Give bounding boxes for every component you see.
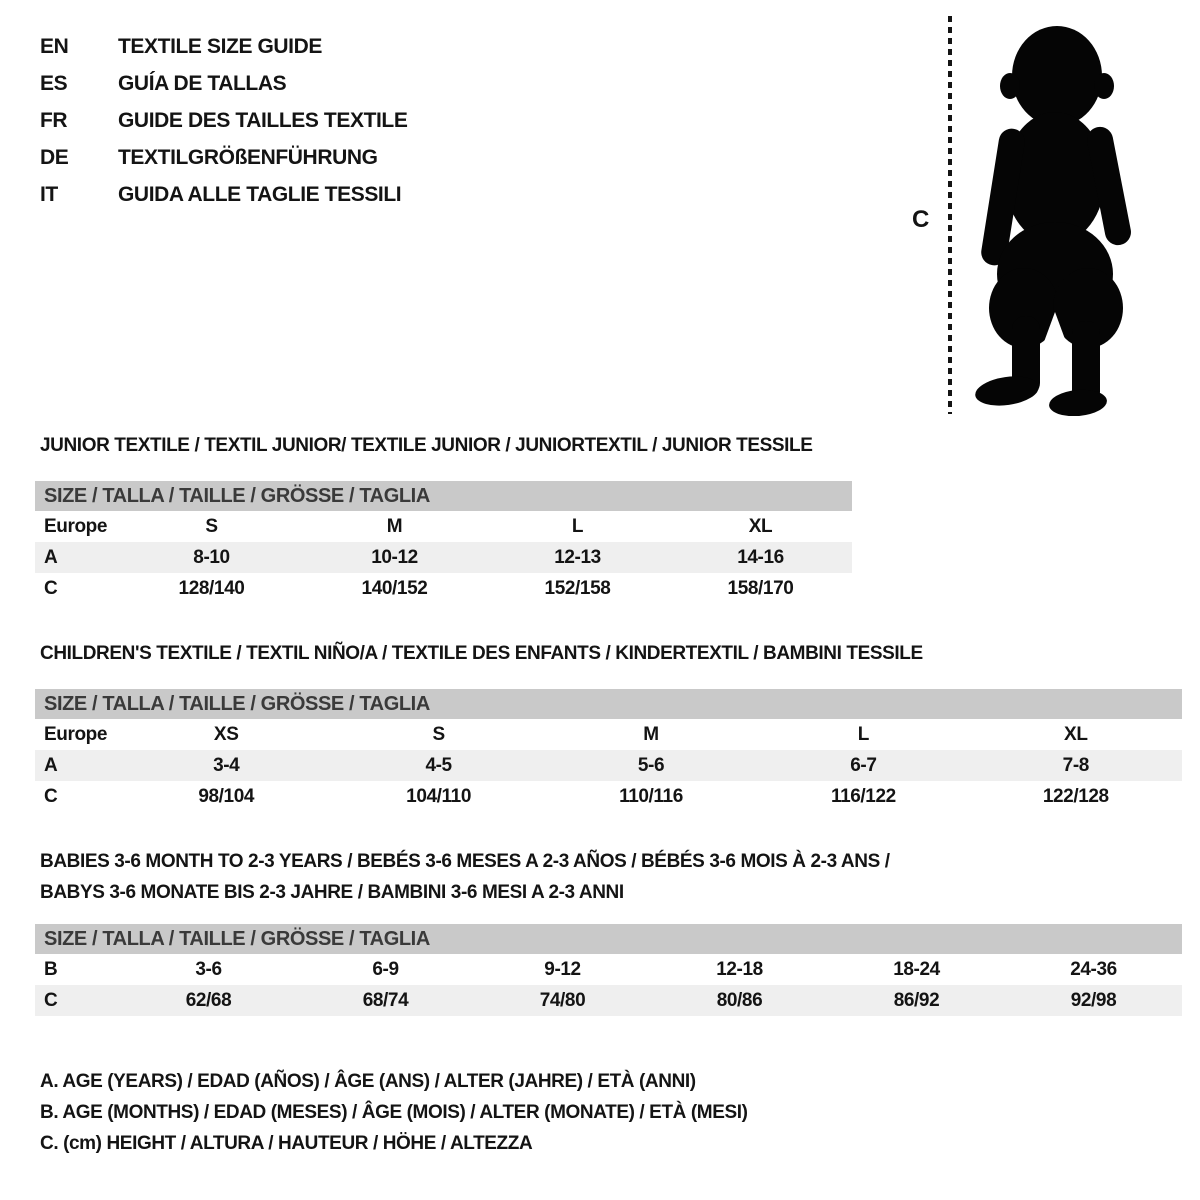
- language-title: GUIDE DES TAILLES TEXTILE: [118, 108, 408, 132]
- row-value: XL: [748, 515, 773, 537]
- toddler-silhouette-icon: [962, 16, 1152, 416]
- row-value: XS: [213, 723, 239, 745]
- language-code: FR: [40, 108, 68, 132]
- row-value: 18-24: [893, 958, 940, 980]
- row-label: C: [44, 577, 58, 599]
- row-label: C: [44, 989, 58, 1011]
- row-value: 3-4: [213, 754, 240, 776]
- row-value: 7-8: [1062, 754, 1089, 776]
- row-value: M: [643, 723, 659, 745]
- language-code: DE: [40, 145, 69, 169]
- row-value: 14-16: [737, 546, 784, 568]
- toddler-figure: [900, 0, 1200, 430]
- row-value: 80/86: [716, 989, 763, 1011]
- row-value: 74/80: [539, 989, 586, 1011]
- legend-line: B. AGE (MONTHS) / EDAD (MESES) / ÂGE (MOIS) / ALTER (MONATE) / ETÀ (MESI): [40, 1102, 748, 1123]
- row-label: B: [44, 958, 58, 980]
- section-title-line: BABIES 3-6 MONTH TO 2-3 YEARS / BEBÉS 3-6 MESES A 2-3 AÑOS / BÉBÉS 3-6 MOIS À 2-3 ANS /: [40, 851, 890, 872]
- table-row: [35, 954, 1182, 985]
- table-row: [35, 781, 1182, 812]
- row-value: 12-13: [554, 546, 601, 568]
- table-row: [35, 719, 1182, 750]
- size-header-bar: SIZE / TALLA / TAILLE / GRÖSSE / TAGLIA: [35, 689, 1182, 719]
- language-row: [40, 28, 407, 65]
- row-label: C: [44, 785, 58, 807]
- row-label: Europe: [44, 723, 108, 745]
- language-code: EN: [40, 34, 69, 58]
- row-value: 116/122: [830, 785, 896, 807]
- row-value: 12-18: [716, 958, 763, 980]
- language-row: [40, 102, 407, 139]
- legend-line: C. (cm) HEIGHT / ALTURA / HAUTEUR / HÖHE / ALTEZZA: [40, 1133, 533, 1154]
- row-value: 86/92: [893, 989, 940, 1011]
- language-title: GUIDA ALLE TAGLIE TESSILI: [118, 182, 402, 206]
- row-value: S: [205, 515, 218, 537]
- table-row: [35, 542, 852, 573]
- language-title: GUÍA DE TALLAS: [118, 71, 287, 95]
- row-value: 24-36: [1070, 958, 1117, 980]
- row-value: 92/98: [1070, 989, 1117, 1011]
- size-table: [35, 481, 852, 604]
- row-value: XL: [1064, 723, 1088, 745]
- table-row: [35, 511, 852, 542]
- row-label: A: [44, 754, 58, 776]
- section-title-line: BABYS 3-6 MONATE BIS 2-3 JAHRE / BAMBINI 3-6 MESI A 2-3 ANNI: [40, 882, 624, 903]
- row-value: 128/140: [178, 577, 245, 599]
- row-value: 4-5: [425, 754, 452, 776]
- language-code: IT: [40, 182, 58, 206]
- row-value: 6-7: [850, 754, 877, 776]
- row-value: 3-6: [195, 958, 222, 980]
- section-children: [35, 638, 1182, 812]
- row-label: Europe: [44, 515, 108, 537]
- row-label: A: [44, 546, 58, 568]
- section-junior: [35, 430, 852, 604]
- language-title: TEXTILE SIZE GUIDE: [118, 34, 322, 58]
- legend-line: A. AGE (YEARS) / EDAD (AÑOS) / ÂGE (ANS) / ALTER (JAHRE) / ETÀ (ANNI): [40, 1071, 696, 1092]
- section-title: [35, 846, 1182, 908]
- legend: [40, 1066, 748, 1159]
- row-value: 68/74: [362, 989, 409, 1011]
- section-title-line: CHILDREN'S TEXTILE / TEXTIL NIÑO/A / TEXTILE DES ENFANTS / KINDERTEXTIL / BAMBINI TESSILE: [40, 643, 923, 664]
- height-measure-line: [948, 16, 952, 414]
- table-row: [35, 750, 1182, 781]
- row-value: 152/158: [544, 577, 611, 599]
- row-value: 122/128: [1042, 785, 1109, 807]
- language-title-list: [40, 28, 407, 213]
- section-title: [35, 430, 852, 461]
- row-value: 104/110: [406, 785, 472, 807]
- row-value: 9-12: [544, 958, 581, 980]
- row-value: 10-12: [371, 546, 418, 568]
- size-header-bar: SIZE / TALLA / TAILLE / GRÖSSE / TAGLIA: [35, 924, 1182, 954]
- table-row: [35, 573, 852, 604]
- row-value: 8-10: [193, 546, 230, 568]
- size-table: [35, 689, 1182, 812]
- section-title-line: JUNIOR TEXTILE / TEXTIL JUNIOR/ TEXTILE JUNIOR / JUNIORTEXTIL / JUNIOR TESSILE: [40, 435, 813, 456]
- language-title: TEXTILGRÖßENFÜHRUNG: [118, 145, 378, 169]
- section-babies: [35, 846, 1182, 1016]
- row-value: S: [432, 723, 445, 745]
- row-value: 98/104: [198, 785, 255, 807]
- height-measure-label: C: [912, 206, 929, 233]
- language-row: [40, 65, 407, 102]
- language-row: [40, 176, 407, 213]
- row-value: M: [386, 515, 403, 537]
- row-value: 110/116: [619, 785, 683, 807]
- language-code: ES: [40, 71, 68, 95]
- row-value: 140/152: [361, 577, 428, 599]
- size-header-bar: SIZE / TALLA / TAILLE / GRÖSSE / TAGLIA: [35, 481, 852, 511]
- row-value: 158/170: [727, 577, 794, 599]
- table-row: [35, 985, 1182, 1016]
- section-title: [35, 638, 1182, 669]
- row-value: L: [571, 515, 584, 537]
- row-value: 5-6: [637, 754, 665, 776]
- row-value: 6-9: [372, 958, 399, 980]
- language-row: [40, 139, 407, 176]
- row-value: 62/68: [185, 989, 232, 1011]
- size-table: [35, 924, 1182, 1016]
- row-value: L: [857, 723, 869, 745]
